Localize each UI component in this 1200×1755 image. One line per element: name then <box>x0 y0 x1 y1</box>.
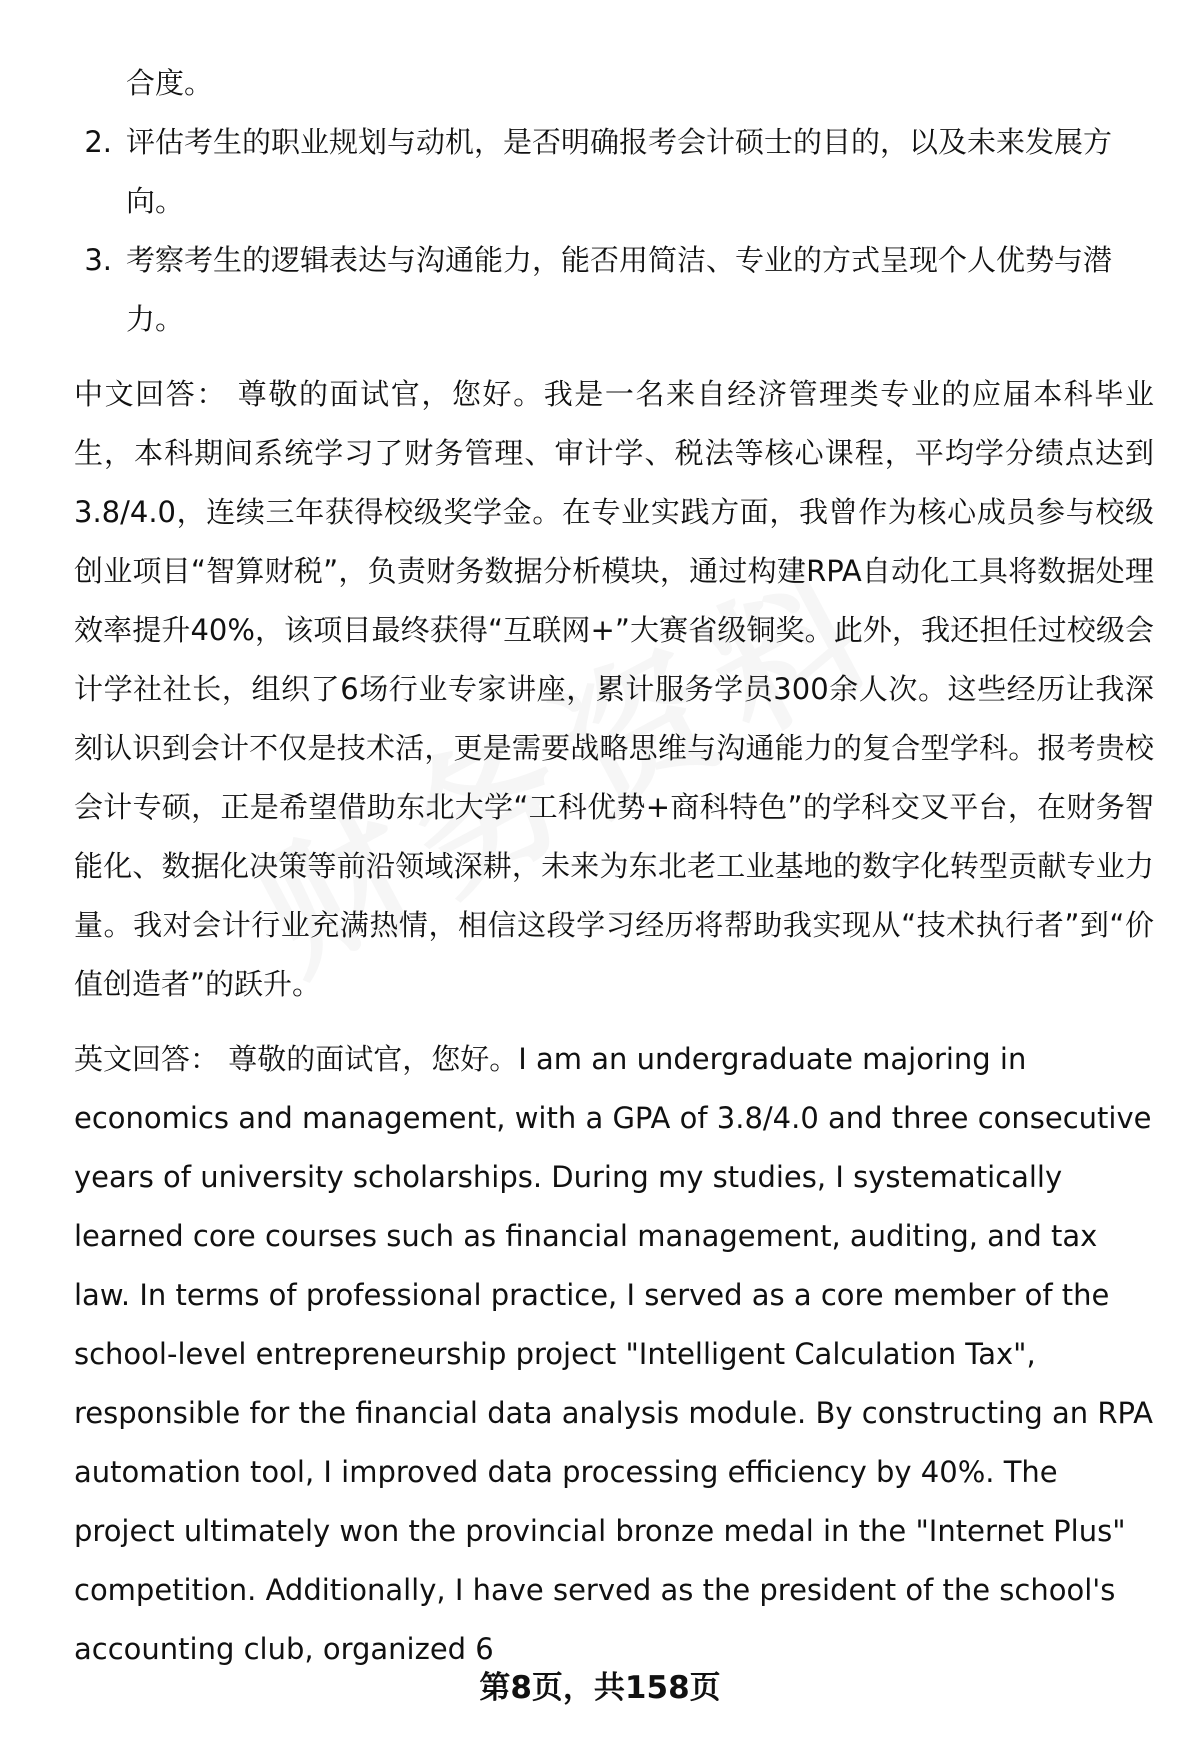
list-text-continuation: 向。 <box>126 184 185 218</box>
chinese-answer <box>74 365 1154 1014</box>
list-text: 评估考生的职业规划与动机，是否明确报考会计硕士的目的，以及未来发展方 <box>126 125 1113 159</box>
list-item-continuation <box>74 290 1154 349</box>
list-item <box>74 231 1154 290</box>
top-fragment: 合度。 <box>126 66 214 100</box>
english-answer <box>74 1030 1154 1679</box>
chinese-answer-label: 中文回答： <box>74 377 227 411</box>
chinese-answer-text: 尊敬的面试官，您好。我是一名来自经济管理类专业的应届本科毕业生，本科期间系统学习了财务管理、审计学、税法等核心课程，平均学分绩点达到3.8/4.0，连续三年获得校级奖学金。在专业实践方面，我曾作为核心成员参与校级创业项目“智算财税”，负责财务数据分析模块，通过构建RPA自动化工具将数据处理效率提升40%，该项目最终获得“互联网+”大赛省级铜奖。此外，我还担任过校级会计学社社长，组织了6场行业专家讲座，累计服务学员300余人次。这些经历让我深刻认识到会计不仅是技术活，更是需要战略思维与沟通能力的复合型学科。报考贵校会计专硕，正是希望借助东北大学“工科优势+商科特色”的学科交叉平台，在财务智能化、数据化决策等前沿领域深耕，未来为东北老工业基地的数字化转型贡献专业力量。我对会计行业充满热情，相信这段学习经历将帮助我实现从“技术执行者”到“价值创造者”的跃升。 <box>74 377 1154 1001</box>
english-answer-text: 尊敬的面试官，您好。I am an undergraduate majoring in economics and management, with a GPA of 3.8/4.0 and three consecutive years of university scholarships. During my studies, I systematically learned core courses such as financial management, auditing, and tax law. In terms of professional practice, I served as a core member of the school-level entrepreneurship project "Intelligent Calculation Tax", responsible for the financial data analysis module. By constructing an RPA automation tool, I improved data processing efficiency by 40%. The project ultimately won the provincial bronze medal in the "Internet Plus" competition. Additionally, I have served as the president of the school's accounting club, organized 6 <box>74 1042 1153 1666</box>
list-item <box>74 113 1154 172</box>
page-number-footer: 第8页，共158页 <box>479 1670 721 1706</box>
list-text-continuation: 力。 <box>126 302 185 336</box>
page-content <box>74 54 1154 1679</box>
list-number: 3. <box>84 243 112 277</box>
english-answer-label: 英文回答： <box>74 1042 220 1076</box>
list-text: 考察考生的逻辑表达与沟通能力，能否用简洁、专业的方式呈现个人优势与潜 <box>126 243 1113 277</box>
list-number: 2. <box>84 125 112 159</box>
list-item-continuation <box>74 172 1154 231</box>
